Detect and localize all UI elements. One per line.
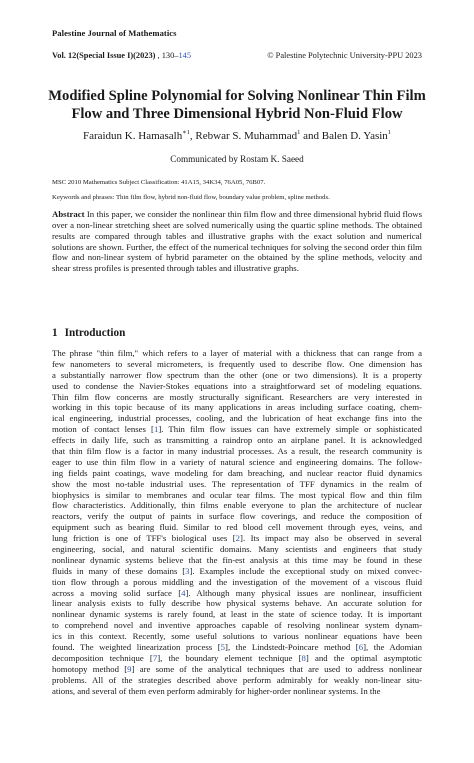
affiliation-mark: ∗1	[182, 129, 190, 136]
communicated-by: Communicated by Rostam K. Saeed	[170, 154, 304, 164]
author-list: Faraidun K. Hamasalh$^{∗1}$, Rebwar S. Muhammad$^1$ and Balen D. Yasin$^1$	[82, 129, 392, 142]
text-line: ics in this context. Recently, some useful solutions to various nonlinear equations have been	[52, 631, 422, 642]
author-name: Faraidun K. Hamasalh	[82, 130, 183, 142]
citation-link[interactable]: 4	[181, 587, 186, 598]
text-line: The phrase "thin film," which refers to a layer of material with a thickness that can range from a	[52, 348, 422, 358]
text-line: tion flow through a porous middling and the investigation of the movement of a viscous fluid	[52, 576, 422, 587]
citation-link[interactable]: 9	[127, 663, 132, 674]
text-line: lung friction is one of TFF's biological uses [2]. Its impact may also be observed in several	[52, 533, 422, 544]
introduction-body	[52, 348, 422, 697]
text-line: equipment such as bearing fluid. Similar to red blood cell movement through eyes, veins, and	[52, 522, 422, 533]
volume-line	[52, 51, 422, 60]
text-line: ations, and several of them even perform admirably for higher-order nonlinear systems. In the	[52, 685, 381, 696]
text-line: eager to use thin film flow in a variety of natural science and engineering domains. The follow-	[52, 456, 422, 467]
text-line: nonlinear dynamic systems believe that the fin-est analysis at this time may be found in these	[52, 554, 422, 565]
abstract-label: Abstract	[52, 209, 85, 219]
citation-link[interactable]: 2	[235, 533, 241, 544]
text-line: motion of contact lenses [1]. Thin film flow issues can have extremely simple or sophisticated	[52, 424, 423, 435]
text-line: reactors, verify the output of paints in surface flow coverings, and reduce the composition of	[52, 511, 422, 522]
text-line: linear analysis exists to fully describe how physical systems behave. An accurate solution for	[52, 598, 422, 609]
citation-link[interactable]: 8	[301, 652, 306, 663]
text-line: few nanometers to several micrometers, is frequently used to describe flow. One dimension has	[52, 358, 422, 369]
msc-classification: MSC 2010 Mathematics Subject Classification: 41A15, 34K34, 76A05, 76B07.	[52, 179, 266, 186]
text-line: nonlinear dynamic systems is rarely found, at least in the state of science today. It is important	[52, 609, 422, 620]
affiliation-mark: 1	[297, 129, 301, 136]
section-number: 1	[52, 327, 58, 339]
text-line: found. The weighted linearization process [5], the Lindstedt-Poincare method [6], the Adomian	[52, 642, 422, 653]
text-line: used to condense the Navier-Stokes equations into a straightforward set of modeling equations.	[52, 380, 422, 391]
text-line: working in this topic because of its many applications in areas including surface coating, chem-	[52, 402, 422, 413]
text-line: show the most no-table industrial uses. The representation of TFF dynamics in the realm of	[52, 478, 422, 489]
abstract-text: In this paper, we consider the nonlinear thin film flow and three dimensional hybrid fluid flows over a non-linear stretching sheet are solved numerically using the quartic spline methods. The obtained results are compared through tables and illustrative graphs with the exact solution and numerical solutions are shown. Further, the effect of the numerical techniques for solving the second order thin film flow and non-linear system of hybrid parameter on the obtained by the spline methods, velocity and shear stress profiles is presented through tables and illustrative graphs.	[52, 209, 423, 274]
text-line: biophysics is similar to membranes and ocular tear films. The most typical flow and thin film	[52, 489, 422, 500]
text-line: flow characteristics. Additionally, thin films enable everyone to plan the architecture of nuclear	[52, 500, 422, 511]
volume-info: Vol. 12(Special Issue I)(2023) , 130–145	[52, 51, 192, 60]
text-line: effects in daily life, such as transmitting a raindrop onto an airplane panel. It is acknowledged	[52, 435, 422, 446]
citation-link[interactable]: 5	[220, 642, 226, 653]
copyright: © Palestine Polytechnic University-PPU 2023	[267, 51, 422, 60]
citation-link[interactable]: 7	[152, 652, 158, 663]
text-line: ical engineering, industrial processes, cooling, and the lubrication of heat exchange fins into the	[52, 413, 422, 424]
author-name: Balen D. Yasin	[321, 130, 388, 142]
text-line: problems. All of the strategies described above perform admirably for weakly non-linear situ-	[52, 674, 422, 685]
paper-title: Modified Spline Polynomial for Solving Nonlinear Thin Film Flow and Three Dimensional Hybrid Non-Fluid Flow	[48, 88, 426, 122]
section-heading	[52, 327, 125, 339]
text-line: Thin film flow concerns are mostly structurally significant. Researchers are very interested in	[52, 391, 422, 402]
text-line: a substantially narrower flow spectrum than the other (one or two dimensions). It is a property	[52, 369, 422, 380]
text-line: across a moving solid surface [4]. Although many physical issues are nonlinear, insufficient	[52, 587, 422, 598]
citation-link[interactable]: 6	[358, 642, 364, 653]
text-line: to comprehend novel and inventive approaches capable of resolving nonlinear system dynam-	[52, 620, 422, 631]
text-line: decomposition technique [7], the boundary element technique [8] and the optimal asymptotic	[52, 652, 422, 663]
last-page-link[interactable]: 145	[178, 51, 192, 60]
keywords: Keywords and phrases: Thin film flow, hybrid non-fluid flow, boundary value problem, spline methods.	[52, 194, 330, 201]
text-line: engineering, social, and natural scientific domains. Many scientists and engineers that study	[52, 544, 422, 555]
text-line: fluids in many of these domains [3]. Examples include the exceptional study on mixed convec-	[52, 565, 422, 576]
abstract	[52, 209, 422, 274]
author-name: Rebwar S. Muhammad	[195, 130, 298, 142]
text-line: that thin film flow is a factor in many industrial processes. As a result, the research community is	[52, 446, 422, 457]
citation-link[interactable]: 3	[185, 565, 190, 576]
journal-name: Palestine Journal of Mathematics	[52, 28, 177, 38]
affiliation-mark: 1	[387, 129, 392, 136]
citation-link[interactable]: 1	[153, 424, 159, 435]
section-title: Introduction	[64, 327, 126, 339]
text-line: ing fields paint coatings, wave modeling for dam breaching, and nuclear reactor fluid dynamics	[52, 467, 422, 478]
text-line: homotopy method [9] are some of the analytical techniques that are used to address nonlinear	[52, 663, 422, 674]
